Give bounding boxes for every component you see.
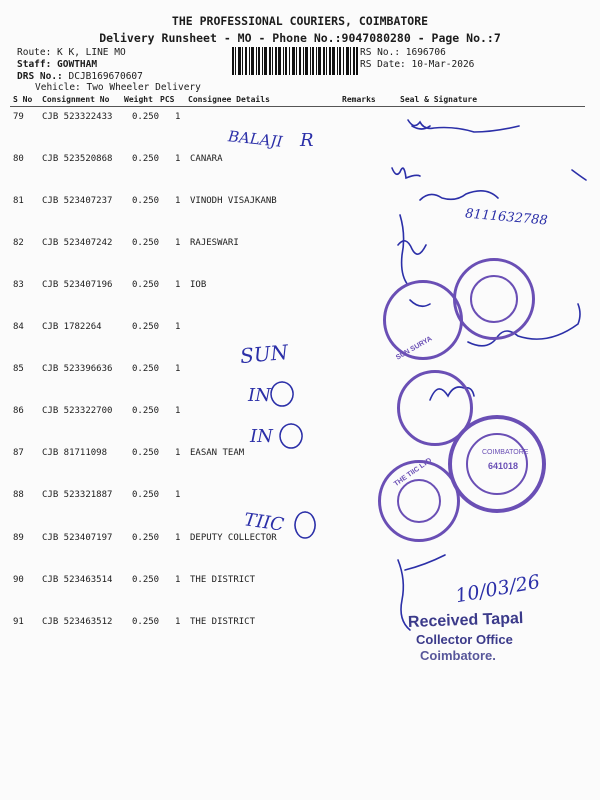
row-sno: 90 <box>13 575 24 585</box>
row-consignment-no: CJB 523396636 <box>42 364 113 374</box>
col-pcs: PCS <box>160 95 175 104</box>
row-weight: 0.250 <box>132 575 160 585</box>
company-title: THE PROFESSIONAL COURIERS, COIMBATORE <box>171 14 429 28</box>
row-weight: 0.250 <box>132 406 160 416</box>
row-consignment-no: CJB 523463512 <box>42 617 113 627</box>
row-pcs: 1 <box>175 575 181 585</box>
row-consignee: IOB <box>190 280 207 290</box>
row-sno: 86 <box>13 406 24 416</box>
handwritten-balaji: BALAJI <box>227 127 284 151</box>
coimbatore-stamp <box>448 415 546 513</box>
received-tapal-line3: Coimbatore. <box>420 648 496 663</box>
row-sno: 81 <box>13 196 24 206</box>
row-pcs: 1 <box>175 154 181 164</box>
col-sno: S No <box>13 95 33 104</box>
row-consignment-no: CJB 523322700 <box>42 406 113 416</box>
col-consignee: Consignee Details <box>188 95 270 104</box>
row-pcs: 1 <box>175 322 181 332</box>
row-sno: 84 <box>13 322 24 332</box>
handwritten-tiic: TIIC <box>242 509 286 536</box>
row-weight: 0.250 <box>132 238 160 248</box>
row-consignment-no: CJB 523407237 <box>42 196 113 206</box>
handwritten-in-86: IN <box>248 385 271 406</box>
row-pcs: 1 <box>175 364 181 374</box>
row-weight: 0.250 <box>132 490 160 500</box>
runsheet-subtitle: Delivery Runsheet - MO - Phone No.:9047080280 - Page No.:7 <box>99 31 501 45</box>
route-label: Route: K K, LINE MO <box>17 47 126 58</box>
tiic-stamp-text: THE TIIC LTD <box>392 456 434 489</box>
handwritten-phone: 8111632788 <box>464 206 549 229</box>
row-sno: 89 <box>13 533 24 543</box>
row-consignment-no: CJB 523321887 <box>42 490 113 500</box>
handwritten-date: 10/03/26 <box>453 570 542 608</box>
row-consignee: EASAN TEAM <box>190 448 245 458</box>
row-sno: 83 <box>13 280 24 290</box>
received-tapal-line2: Collector Office <box>416 632 513 647</box>
row-consignment-no: CJB 523520868 <box>42 154 113 164</box>
row-pcs: 1 <box>175 490 181 500</box>
sun-surya-text: SUN SURYA <box>394 335 434 362</box>
row-sno: 87 <box>13 448 24 458</box>
row-consignee: DEPUTY COLLECTOR <box>190 533 277 543</box>
row-weight: 0.250 <box>132 322 160 332</box>
sun-surya-stamp <box>383 280 463 360</box>
row-sno: 79 <box>13 112 24 122</box>
handwritten-in-87: IN <box>250 426 273 447</box>
row-pcs: 1 <box>175 617 181 627</box>
coimbatore-text: COIMBATORE <box>482 449 529 456</box>
bank-seal-stamp <box>453 258 535 340</box>
row-weight: 0.250 <box>132 280 160 290</box>
row-pcs: 1 <box>175 280 181 290</box>
row-weight: 0.250 <box>132 364 160 374</box>
row-pcs: 1 <box>175 238 181 248</box>
row-weight: 0.250 <box>132 533 160 543</box>
handwritten-r-80: R <box>300 130 314 151</box>
col-seal-signature: Seal & Signature <box>400 95 478 104</box>
row-sno: 80 <box>13 154 24 164</box>
row-sno: 88 <box>13 490 24 500</box>
row-pcs: 1 <box>175 448 181 458</box>
row-pcs: 1 <box>175 112 181 122</box>
row-consignee: THE DISTRICT <box>190 575 256 585</box>
vehicle-label: Vehicle: Two Wheeler Delivery <box>35 82 201 93</box>
col-consignment: Consignment No <box>42 95 110 104</box>
col-remarks: Remarks <box>342 95 376 104</box>
col-weight: Weight <box>124 95 153 104</box>
rs-number: RS No.: 1696706 <box>360 47 446 58</box>
staff-label: Staff: GOWTHAM <box>17 59 98 70</box>
handwritten-sun: SUN <box>239 339 290 369</box>
row-pcs: 1 <box>175 406 181 416</box>
row-weight: 0.250 <box>132 154 160 164</box>
row-consignment-no: CJB 81711098 <box>42 448 108 458</box>
row-sno: 85 <box>13 364 24 374</box>
row-consignment-no: CJB 523463514 <box>42 575 113 585</box>
row-consignee: RAJESWARI <box>190 238 239 248</box>
row-weight: 0.250 <box>132 448 160 458</box>
received-tapal-line1: Received Tapal <box>407 609 524 632</box>
row-consignment-no: CJB 523407196 <box>42 280 113 290</box>
row-consignment-no: CJB 523407242 <box>42 238 113 248</box>
row-sno: 91 <box>13 617 24 627</box>
row-consignee: THE DISTRICT <box>190 617 256 627</box>
drs-value: DCJB169670607 <box>68 71 143 82</box>
row-consignment-no: CJB 1782264 <box>42 322 102 332</box>
row-consignment-no: CJB 523407197 <box>42 533 113 543</box>
row-consignee: CANARA <box>190 154 223 164</box>
row-pcs: 1 <box>175 533 181 543</box>
drs-label: DRS No.: <box>17 71 63 82</box>
pin-code: 641018 <box>488 461 519 471</box>
rs-date: RS Date: 10-Mar-2026 <box>360 59 475 70</box>
row-weight: 0.250 <box>132 196 160 206</box>
row-weight: 0.250 <box>132 112 160 122</box>
row-weight: 0.250 <box>132 617 160 627</box>
tiic-stamp <box>378 456 460 542</box>
row-consignee: VINODH VISAJKANB <box>190 196 277 206</box>
row-sno: 82 <box>13 238 24 248</box>
row-pcs: 1 <box>175 196 181 206</box>
row-consignment-no: CJB 523322433 <box>42 112 113 122</box>
